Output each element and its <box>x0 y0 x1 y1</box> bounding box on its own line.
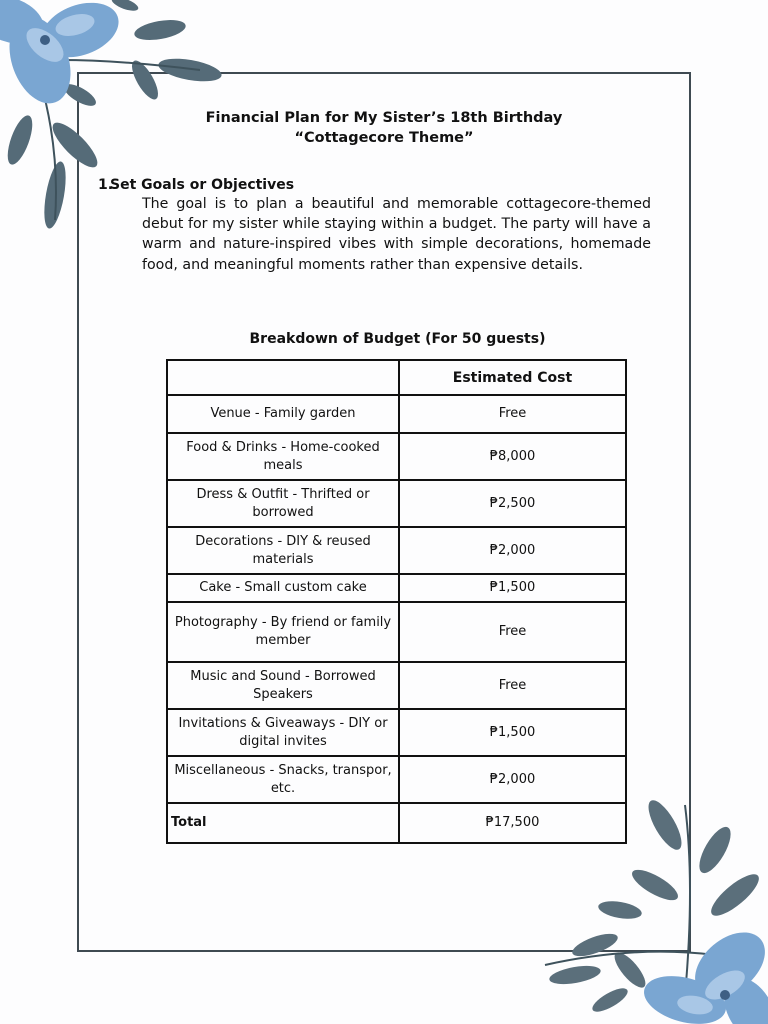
item-cell: Photography - By friend or family member <box>167 602 399 662</box>
header-item-cell <box>167 360 399 395</box>
table-row <box>167 433 626 480</box>
budget-table <box>166 359 627 844</box>
table-row <box>167 602 626 662</box>
table-row <box>167 709 626 756</box>
cost-cell: ₱8,000 <box>399 433 626 480</box>
section-heading: Set Goals or Objectives <box>110 177 295 193</box>
cost-cell: Free <box>399 395 626 433</box>
cost-cell: ₱2,500 <box>399 480 626 527</box>
table-row <box>167 574 626 602</box>
table-row <box>167 480 626 527</box>
item-cell: Music and Sound - Borrowed Speakers <box>167 662 399 709</box>
table-header-row <box>167 360 626 395</box>
page-title <box>150 108 618 148</box>
cost-cell: ₱2,000 <box>399 756 626 803</box>
cost-cell: Free <box>399 602 626 662</box>
item-cell: Invitations & Giveaways - DIY or digital invites <box>167 709 399 756</box>
cost-cell: Free <box>399 662 626 709</box>
title-line-1: Financial Plan for My Sister’s 18th Birthday <box>205 110 563 126</box>
item-cell: Cake - Small custom cake <box>167 574 399 602</box>
total-label-cell: Total <box>167 803 399 843</box>
item-cell: Dress & Outfit - Thrifted or borrowed <box>167 480 399 527</box>
table-row <box>167 662 626 709</box>
table-row <box>167 395 626 433</box>
table-row <box>167 527 626 574</box>
section-number: 1. <box>98 177 114 193</box>
cost-cell: ₱2,000 <box>399 527 626 574</box>
item-cell: Venue - Family garden <box>167 395 399 433</box>
cost-cell: ₱1,500 <box>399 574 626 602</box>
cost-cell: ₱1,500 <box>399 709 626 756</box>
item-cell: Miscellaneous - Snacks, transpor, etc. <box>167 756 399 803</box>
header-cost-cell: Estimated Cost <box>399 360 626 395</box>
title-line-2: “Cottagecore Theme” <box>294 130 474 146</box>
total-cost-cell: ₱17,500 <box>399 803 626 843</box>
table-row <box>167 756 626 803</box>
budget-table-title: Breakdown of Budget (For 50 guests) <box>249 331 546 347</box>
table-total-row <box>167 803 626 843</box>
section-body: The goal is to plan a beautiful and memorable cottagecore-themed debut for my sister while staying within a budget. The party will have a warm and nature-inspired vibes with simple decorations, homemade food, and meaningful moments rather than expensive details. <box>142 196 651 273</box>
item-cell: Food & Drinks - Home-cooked meals <box>167 433 399 480</box>
item-cell: Decorations - DIY & reused materials <box>167 527 399 574</box>
